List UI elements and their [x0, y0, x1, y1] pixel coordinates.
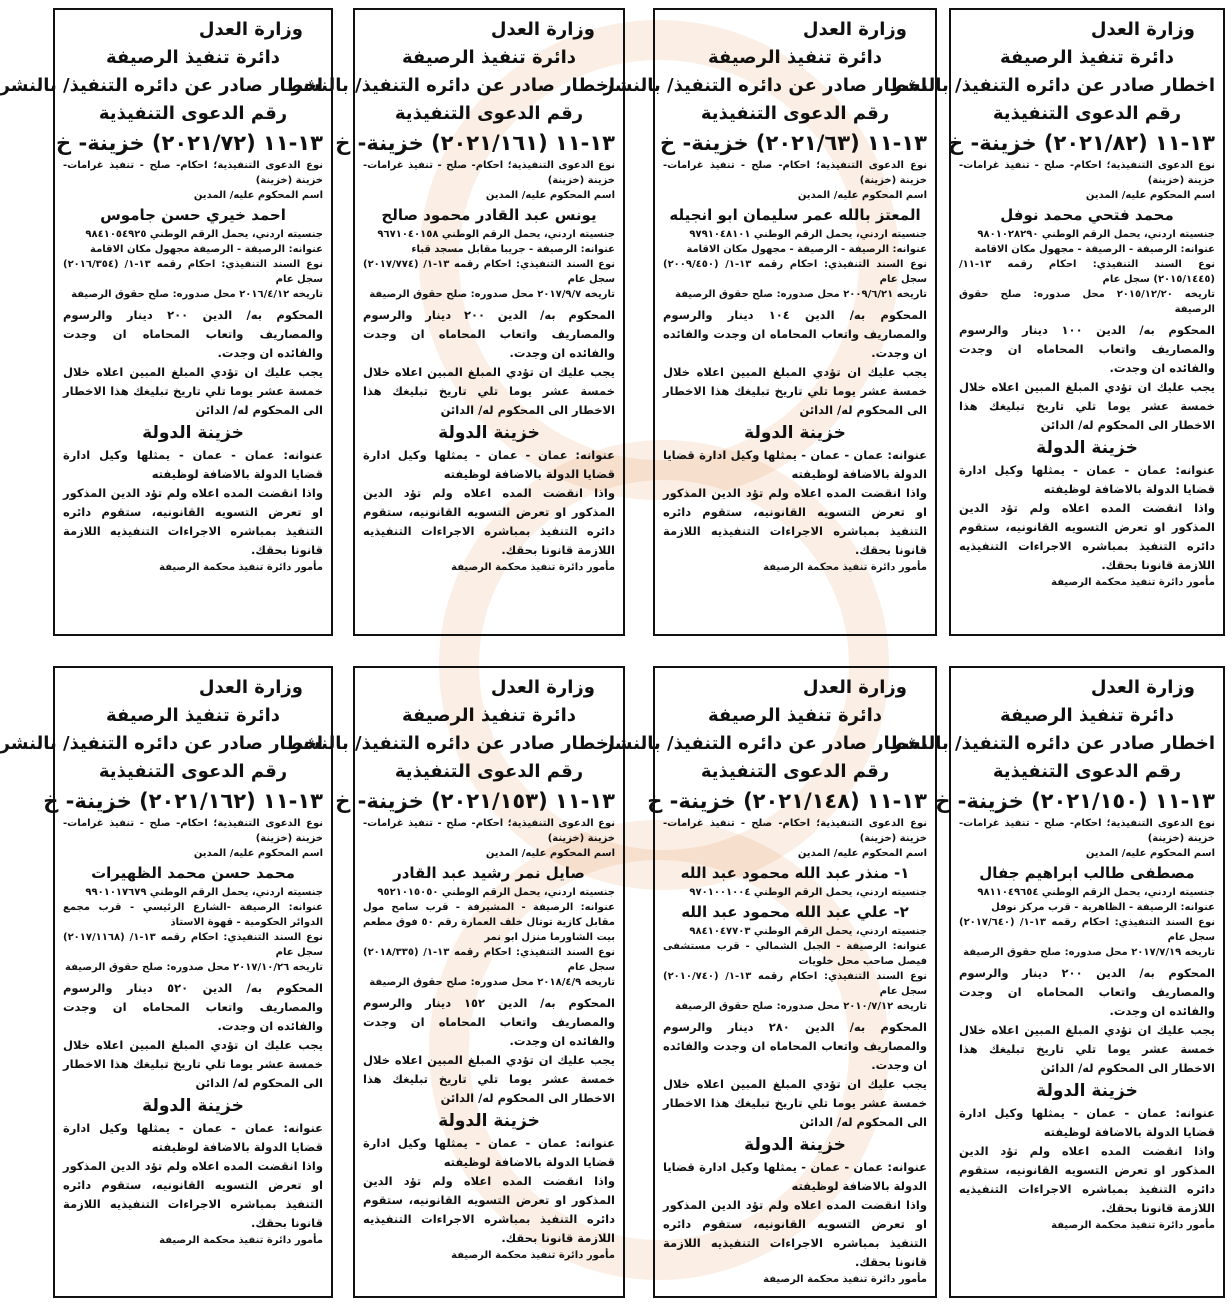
ministry-heading: وزارة العدل: [198, 19, 303, 40]
legal-warning: واذا انقضت المده اعلاه ولم تؤد الدين المذكور او تعرض التسويه القانونيه، ستقوم دائره التنفيذ بمباشره الاجراءات التنفيذيه اللازمة قانونا بحقك.: [363, 1174, 615, 1245]
bond-date: تاريخه ٢٠١٠/٧/١٢ محل صدوره: صلح حقوق الرصيفة: [675, 1001, 927, 1012]
notice-title: اخطار صادر عن دائره التنفيذ/ بالنشر: [291, 733, 615, 754]
bond-type: نوع السند التنفيذي: احكام رقمه ١٣-١/ (٢٠١٨/٣٣٥) سجل عام: [363, 947, 615, 973]
debtor-name: احمد خيري حسن جاموس: [100, 206, 286, 224]
bond-type: نوع السند التنفيذي: احكام رقمه ١٣-١/ (٢٠١٦/٣٥٤) سجل عام: [63, 259, 323, 285]
case-label: رقم الدعوى التنفيذية: [992, 761, 1182, 782]
notice-box-7: [291, 666, 625, 1298]
notice-box-4: [0, 8, 333, 636]
case-label: رقم الدعوى التنفيذية: [98, 761, 288, 782]
department-heading: دائرة تنفيذ الرصيفة: [999, 47, 1175, 68]
creditor-address: عنوانه: عمان - عمان - يمثلها وكيل ادارة قضايا الدولة بالاضافة لوظيفته: [363, 1136, 615, 1169]
ministry-heading: وزارة العدل: [802, 19, 907, 40]
legal-warning: واذا انقضت المده اعلاه ولم تؤد الدين المذكور او تعرض التسويه القانونيه، ستقوم دائره التنفيذ بمباشره الاجراءات التنفيذيه اللازمة قانونا بحقك.: [363, 486, 615, 557]
ministry-heading: وزارة العدل: [490, 677, 595, 698]
ministry-heading: وزارة العدل: [490, 19, 595, 40]
case-label: رقم الدعوى التنفيذية: [394, 761, 584, 782]
payment-instruction: يجب عليك ان تؤدي المبلغ المبين اعلاه خلال خمسة عشر يوما تلي تاريخ تبليغك هذا الاخطار الى المحكوم له/ الدائن: [663, 1077, 927, 1129]
debtor-nationality: جنسيته اردني، يحمل الرقم الوطني ٩٥٢١٠١٥٠٥٠: [377, 887, 615, 898]
debtor-name: يونس عبد القادر محمود صالح: [381, 206, 597, 224]
case-label: رقم الدعوى التنفيذية: [394, 103, 584, 124]
bond-date: تاريخه ٢٠١٦/٤/١٢ محل صدوره: صلح حقوق الرصيفة: [71, 289, 323, 300]
creditor-address: عنوانه: عمان - عمان - يمثلها وكيل ادارة قضايا الدولة بالاضافة لوظيفته: [663, 448, 927, 481]
ministry-heading: وزارة العدل: [1090, 19, 1195, 40]
ministry-heading: وزارة العدل: [198, 677, 303, 698]
bond-date: تاريخه ٢٠١٧/٩/٧ محل صدوره: صلح حقوق الرصيفة: [369, 289, 615, 300]
debtor-label: اسم المحكوم عليه/ المدين: [193, 190, 323, 201]
case-type: نوع الدعوى التنفيذية؛ احكام- صلح - تنفيذ غرامات- خزينة (خزينة): [959, 818, 1215, 844]
case-type: نوع الدعوى التنفيذية؛ احكام- صلح - تنفيذ غرامات- خزينة (خزينة): [663, 160, 927, 186]
debtor-label: اسم المحكوم عليه/ المدين: [485, 848, 615, 859]
debtor-nationality: جنسيته اردني، يحمل الرقم الوطني ٩٧٩١٠٤٨١٠١: [689, 229, 927, 240]
case-number: ١٣-١١ (٢٠٢١/٨٢) خزينة- خ: [948, 131, 1215, 155]
department-heading: دائرة تنفيذ الرصيفة: [707, 705, 883, 726]
legal-warning: واذا انقضت المده اعلاه ولم تؤد الدين المذكور او تعرض التسويه القانونيه، ستقوم دائره التنفيذ بمباشره الاجراءات التنفيذيه اللازمة قانونا بحقك.: [63, 1159, 323, 1230]
bond-date: تاريخه ٢٠١٧/٧/١٩ محل صدوره: صلح حقوق الرصيفة: [963, 947, 1215, 958]
creditor-address: عنوانه: عمان - عمان - يمثلها وكيل ادارة قضايا الدولة بالاضافة لوظيفته: [63, 1121, 323, 1154]
case-label: رقم الدعوى التنفيذية: [992, 103, 1182, 124]
legal-warning: واذا انقضت المده اعلاه ولم تؤد الدين المذكور او تعرض التسويه القانونيه، ستقوم دائره التنفيذ بمباشره الاجراءات التنفيذيه اللازمة قانونا بحقك.: [959, 501, 1215, 572]
payment-instruction: يجب عليك ان تؤدي المبلغ المبين اعلاه خلال خمسة عشر يوما تلي تاريخ تبليغك هذا الاخطار الى المحكوم له/ الدائن: [363, 1053, 615, 1105]
case-type: نوع الدعوى التنفيذية؛ احكام- صلح - تنفيذ غرامات- خزينة (خزينة): [363, 160, 615, 186]
debtor-address: عنوانه: الرصيفة - الرصيفة - مجهول مكان الاقامة: [974, 244, 1215, 255]
officer-signature: مأمور دائرة تنفيذ محكمة الرصيفة: [159, 1235, 323, 1246]
bond-type: نوع السند التنفيذي: احكام رقمه ١٣-١١/ (٢٠١٥/١٤٤٥) سجل عام: [959, 259, 1215, 285]
payment-instruction: يجب عليك ان تؤدي المبلغ المبين اعلاه خلال خمسة عشر يوما تلي تاريخ تبليغك هذا الاخطار الى المحكوم له/ الدائن: [363, 365, 615, 417]
case-type: نوع الدعوى التنفيذية؛ احكام- صلح - تنفيذ غرامات- خزينة (خزينة): [959, 160, 1215, 186]
department-heading: دائرة تنفيذ الرصيفة: [105, 47, 281, 68]
case-number: ١٣-١١ (٢٠٢١/٦٣) خزينة- خ: [660, 131, 927, 155]
debtor-address: عنوانه: الرصيفة -الشارع الرئيسي - قرب مجمع الدوائر الحكومية - قهوة الاستاذ: [63, 902, 323, 928]
debt-amount: المحكوم به/ الدين ١٠٠ دينار والرسوم والمصاريف واتعاب المحاماه ان وجدت والفائده ان وجدت.: [959, 323, 1215, 375]
legal-warning: واذا انقضت المده اعلاه ولم تؤد الدين المذكور او تعرض التسويه القانونيه، ستقوم دائره التنفيذ بمباشره الاجراءات التنفيذيه اللازمة قانونا بحقك.: [663, 486, 927, 557]
debtor-name: المعتز بالله عمر سليمان ابو انجيله: [669, 206, 921, 224]
debtor-name: محمد حسن محمد الظهيرات: [91, 864, 295, 882]
debtor-nationality: جنسيته اردني، يحمل الرقم الوطني ٩٩٠١٠١٧٦٧٩: [85, 887, 323, 898]
legal-warning: واذا انقضت المده اعلاه ولم تؤد الدين المذكور او تعرض التسويه القانونيه، ستقوم دائره التنفيذ بمباشره الاجراءات التنفيذيه اللازمة قانونا بحقك.: [663, 1198, 927, 1269]
officer-signature: مأمور دائرة تنفيذ محكمة الرصيفة: [451, 1250, 615, 1261]
creditor-name: خزينة الدولة: [142, 1096, 244, 1116]
debtor-nationality: جنسيته اردني، يحمل الرقم الوطني ٩٦٧١٠٤٠١٥٨: [377, 229, 615, 240]
notice-box-6: [603, 666, 937, 1298]
debtor-label: اسم المحكوم عليه/ المدين: [485, 190, 615, 201]
notice-title: اخطار صادر عن دائره التنفيذ/ بالنشر: [0, 75, 323, 96]
creditor-name: خزينة الدولة: [438, 1111, 540, 1131]
payment-instruction: يجب عليك ان تؤدي المبلغ المبين اعلاه خلال خمسة عشر يوما تلي تاريخ تبليغك هذا الاخطار الى المحكوم له/ الدائن: [63, 365, 323, 417]
ministry-heading: وزارة العدل: [1090, 677, 1195, 698]
payment-instruction: يجب عليك ان تؤدي المبلغ المبين اعلاه خلال خمسة عشر يوما تلي تاريخ تبليغك هذا الاخطار الى المحكوم له/ الدائن: [959, 1023, 1215, 1075]
payment-instruction: يجب عليك ان تؤدي المبلغ المبين اعلاه خلال خمسة عشر يوما تلي تاريخ تبليغك هذا الاخطار الى المحكوم له/ الدائن: [959, 380, 1215, 432]
notice-box-1: [891, 8, 1225, 636]
debt-amount: المحكوم به/ الدين ١٥٢ دينار والرسوم والمصاريف واتعاب المحاماه ان وجدت والفائده ان وجدت.: [363, 996, 615, 1048]
debtor-name: صايل نمر رشيد عبد القادر: [393, 864, 585, 882]
creditor-address: عنوانه: عمان - عمان - يمثلها وكيل ادارة قضايا الدولة بالاضافة لوظيفته: [63, 448, 323, 481]
creditor-address: عنوانه: عمان - عمان - يمثلها وكيل ادارة قضايا الدولة بالاضافة لوظيفته: [959, 463, 1215, 496]
ministry-heading: وزارة العدل: [802, 677, 907, 698]
debtor-nationality: جنسيته اردني، يحمل الرقم الوطني ٩٧٠١٠٠١٠٠٤: [689, 887, 927, 898]
notice-title: اخطار صادر عن دائره التنفيذ/ بالنشر: [291, 75, 615, 96]
bond-type: نوع السند التنفيذي: احكام رقمه ١٣-١/ (٢٠٠٩/٤٥٠) سجل عام: [663, 259, 927, 285]
bond-type: نوع السند التنفيذي: احكام رقمه ١٣-١/ (٢٠١٧/٧٧٤) سجل عام: [363, 259, 615, 285]
bond-type: نوع السند التنفيذي: احكام رقمه ١٣-١/ (٢٠١٧/١١٦٨) سجل عام: [63, 932, 323, 958]
department-heading: دائرة تنفيذ الرصيفة: [401, 705, 577, 726]
debt-amount: المحكوم به/ الدين ٢٠٠ دينار والرسوم والمصاريف واتعاب المحاماه ان وجدت والفائده ان وجدت.: [63, 308, 323, 360]
department-heading: دائرة تنفيذ الرصيفة: [999, 705, 1175, 726]
debtor-name: محمد فتحي محمد نوفل: [1000, 206, 1174, 224]
debt-amount: المحكوم به/ الدين ٥٢٠ دينار والرسوم والمصاريف واتعاب المحاماه ان وجدت والفائده ان وجدت.: [63, 981, 323, 1033]
creditor-name: خزينة الدولة: [1036, 438, 1138, 458]
case-type: نوع الدعوى التنفيذية؛ احكام- صلح - تنفيذ غرامات- خزينة (خزينة): [363, 818, 615, 844]
notice-title: اخطار صادر عن دائره التنفيذ/ بالنشر: [891, 733, 1215, 754]
case-number: ١٣-١١ (٢٠٢١/١٤٨) خزينة- خ: [647, 789, 927, 813]
payment-instruction: يجب عليك ان تؤدي المبلغ المبين اعلاه خلال خمسة عشر يوما تلي تاريخ تبليغك هذا الاخطار الى المحكوم له/ الدائن: [663, 365, 927, 417]
debtor-nationality: جنسيته اردني، يحمل الرقم الوطني ٩٨٠١٠٢٨٢٩٠: [977, 229, 1215, 240]
debtor-address: عنوانه: الرصيفة - الظاهرية - قرب مركز نوفل: [991, 902, 1215, 913]
payment-instruction: يجب عليك ان تؤدي المبلغ المبين اعلاه خلال خمسة عشر يوما تلي تاريخ تبليغك هذا الاخطار الى المحكوم له/ الدائن: [63, 1038, 323, 1090]
bond-type: نوع السند التنفيذي: احكام رقمه ١٣-١/ (٢٠١٠/٧٤٠) سجل عام: [663, 971, 927, 997]
bond-type: نوع السند التنفيذي: احكام رقمه ١٣-١/ (٢٠١٧/٦٤٠) سجل عام: [959, 917, 1215, 943]
debtor-name: مصطفى طالب ابراهيم جفال: [979, 864, 1195, 882]
department-heading: دائرة تنفيذ الرصيفة: [707, 47, 883, 68]
department-heading: دائرة تنفيذ الرصيفة: [401, 47, 577, 68]
bond-date: تاريخه ٢٠١٧/١٠/٢٦ محل صدوره: صلح حقوق الرصيفة: [65, 962, 323, 973]
creditor-address: عنوانه: عمان - عمان - يمثلها وكيل ادارة قضايا الدولة بالاضافة لوظيفته: [959, 1106, 1215, 1139]
case-label: رقم الدعوى التنفيذية: [700, 103, 890, 124]
bond-date: تاريخه ٢٠١٥/١٢/٢٠ محل صدوره: صلح حقوق الرصيفة: [959, 289, 1215, 315]
case-type: نوع الدعوى التنفيذية؛ احكام- صلح - تنفيذ غرامات- خزينة (خزينة): [63, 818, 323, 844]
case-number: ١٣-١١ (٢٠٢١/١٥٠) خزينة- خ: [935, 789, 1215, 813]
debtor-name: ١- منذر عبد الله محمود عبد الله: [680, 864, 910, 882]
debtor-nationality: جنسيته اردني، يحمل الرقم الوطني ٩٨٤١٠٥٤٩٢٥: [85, 229, 323, 240]
creditor-address: عنوانه: عمان - عمان - يمثلها وكيل ادارة قضايا الدولة بالاضافة لوظيفته: [663, 1160, 927, 1193]
creditor-name: خزينة الدولة: [142, 423, 244, 443]
debtor-address: عنوانه: الرصيفة - الرصيفة - مجهول مكان الاقامة: [686, 244, 927, 255]
case-number: ١٣-١١ (٢٠٢١/٧٢) خزينة- خ: [56, 131, 323, 155]
notice-box-5: [891, 666, 1225, 1298]
debtor-name-2: ٢- علي عبد الله محمود عبد الله: [681, 903, 909, 921]
debtor-address: عنوانه: الرصيفة - جريبا مقابل مسجد قباء: [411, 244, 615, 255]
debtor-label: اسم المحكوم عليه/ المدين: [1085, 190, 1215, 201]
debtor-address: عنوانه: الرصيفة - الرصيفة مجهول مكان الاقامة: [90, 244, 323, 255]
department-heading: دائرة تنفيذ الرصيفة: [105, 705, 281, 726]
debtor-address: عنوانه: الرصيفة - المشيرفة - قرب سامح مول مقابل كازية توتال خلف العمارة رقم ٥٠ فوق مطعم بيت الشاورما منزل ابو نمر: [363, 902, 615, 943]
bond-date: تاريخه ٢٠١٨/٤/٩ محل صدوره: صلح حقوق الرصيفة: [369, 977, 615, 988]
case-label: رقم الدعوى التنفيذية: [98, 103, 288, 124]
legal-warning: واذا انقضت المده اعلاه ولم تؤد الدين المذكور او تعرض التسويه القانونيه، ستقوم دائره التنفيذ بمباشره الاجراءات التنفيذيه اللازمة قانونا بحقك.: [959, 1144, 1215, 1215]
officer-signature: مأمور دائرة تنفيذ محكمة الرصيفة: [159, 562, 323, 573]
notice-title: اخطار صادر عن دائره التنفيذ/ بالنشر: [0, 733, 323, 754]
case-type: نوع الدعوى التنفيذية؛ احكام- صلح - تنفيذ غرامات- خزينة (خزينة): [663, 818, 927, 844]
notice-title: اخطار صادر عن دائره التنفيذ/ بالنشر: [603, 75, 927, 96]
debtor-label: اسم المحكوم عليه/ المدين: [797, 190, 927, 201]
officer-signature: مأمور دائرة تنفيذ محكمة الرصيفة: [451, 562, 615, 573]
creditor-name: خزينة الدولة: [744, 423, 846, 443]
creditor-name: خزينة الدولة: [744, 1135, 846, 1155]
creditor-name: خزينة الدولة: [1036, 1081, 1138, 1101]
debtor-label: اسم المحكوم عليه/ المدين: [193, 848, 323, 859]
case-type: نوع الدعوى التنفيذية؛ احكام- صلح - تنفيذ غرامات- خزينة (خزينة): [63, 160, 323, 186]
debt-amount: المحكوم به/ الدين ٢٠٠ دينار والرسوم والمصاريف واتعاب المحاماه ان وجدت والفائده ان وجدت.: [959, 966, 1215, 1018]
debt-amount: المحكوم به/ الدين ٢٨٠ دينار والرسوم والمصاريف واتعاب المحاماه ان وجدت والفائده ان وجدت.: [663, 1020, 927, 1072]
debtor-label: اسم المحكوم عليه/ المدين: [1085, 848, 1215, 859]
debtor-nationality-2: جنسيته اردني، يحمل الرقم الوطني ٩٨٤١٠٤٧٧٠٣: [689, 926, 927, 937]
creditor-address: عنوانه: عمان - عمان - يمثلها وكيل ادارة قضايا الدولة بالاضافة لوظيفته: [363, 448, 615, 481]
debt-amount: المحكوم به/ الدين ٢٠٠ دينار والرسوم والمصاريف واتعاب المحاماه ان وجدت والفائده ان وجدت.: [363, 308, 615, 360]
case-label: رقم الدعوى التنفيذية: [700, 761, 890, 782]
bond-date: تاريخه ٢٠٠٩/٦/٢١ محل صدوره: صلح حقوق الرصيفة: [675, 289, 927, 300]
notice-box-2: [603, 8, 937, 636]
officer-signature: مأمور دائرة تنفيذ محكمة الرصيفة: [1051, 577, 1215, 588]
debtor-label: اسم المحكوم عليه/ المدين: [797, 848, 927, 859]
officer-signature: مأمور دائرة تنفيذ محكمة الرصيفة: [763, 562, 927, 573]
creditor-name: خزينة الدولة: [438, 423, 540, 443]
case-number: ١٣-١١ (٢٠٢١/١٦١) خزينة- خ: [335, 131, 615, 155]
legal-warning: واذا انقضت المده اعلاه ولم تؤد الدين المذكور او تعرض التسويه القانونيه، ستقوم دائره التنفيذ بمباشره الاجراءات التنفيذيه اللازمة قانونا بحقك.: [63, 486, 323, 557]
notice-title: اخطار صادر عن دائره التنفيذ/ بالنشر: [891, 75, 1215, 96]
officer-signature: مأمور دائرة تنفيذ محكمة الرصيفة: [763, 1274, 927, 1285]
notice-title: اخطار صادر عن دائره التنفيذ/ بالنشر: [603, 733, 927, 754]
notice-box-8: [0, 666, 333, 1298]
debt-amount: المحكوم به/ الدين ١٠٤ دينار والرسوم والمصاريف واتعاب المحاماه ان وجدت والفائده ان وجدت.: [663, 308, 927, 360]
case-number: ١٣-١١ (٢٠٢١/١٥٣) خزينة- خ: [335, 789, 615, 813]
debtor-nationality: جنسيته اردني، يحمل الرقم الوطني ٩٨١١٠٤٩٦٥٤: [977, 887, 1215, 898]
officer-signature: مأمور دائرة تنفيذ محكمة الرصيفة: [1051, 1220, 1215, 1231]
debtor-address: عنوانه: الرصيفة - الجبل الشمالي - قرب مستشفى فيصل صاحب محل خلويات: [663, 941, 927, 967]
case-number: ١٣-١١ (٢٠٢١/١٦٢) خزينة- خ: [43, 789, 323, 813]
notice-box-3: [291, 8, 625, 636]
